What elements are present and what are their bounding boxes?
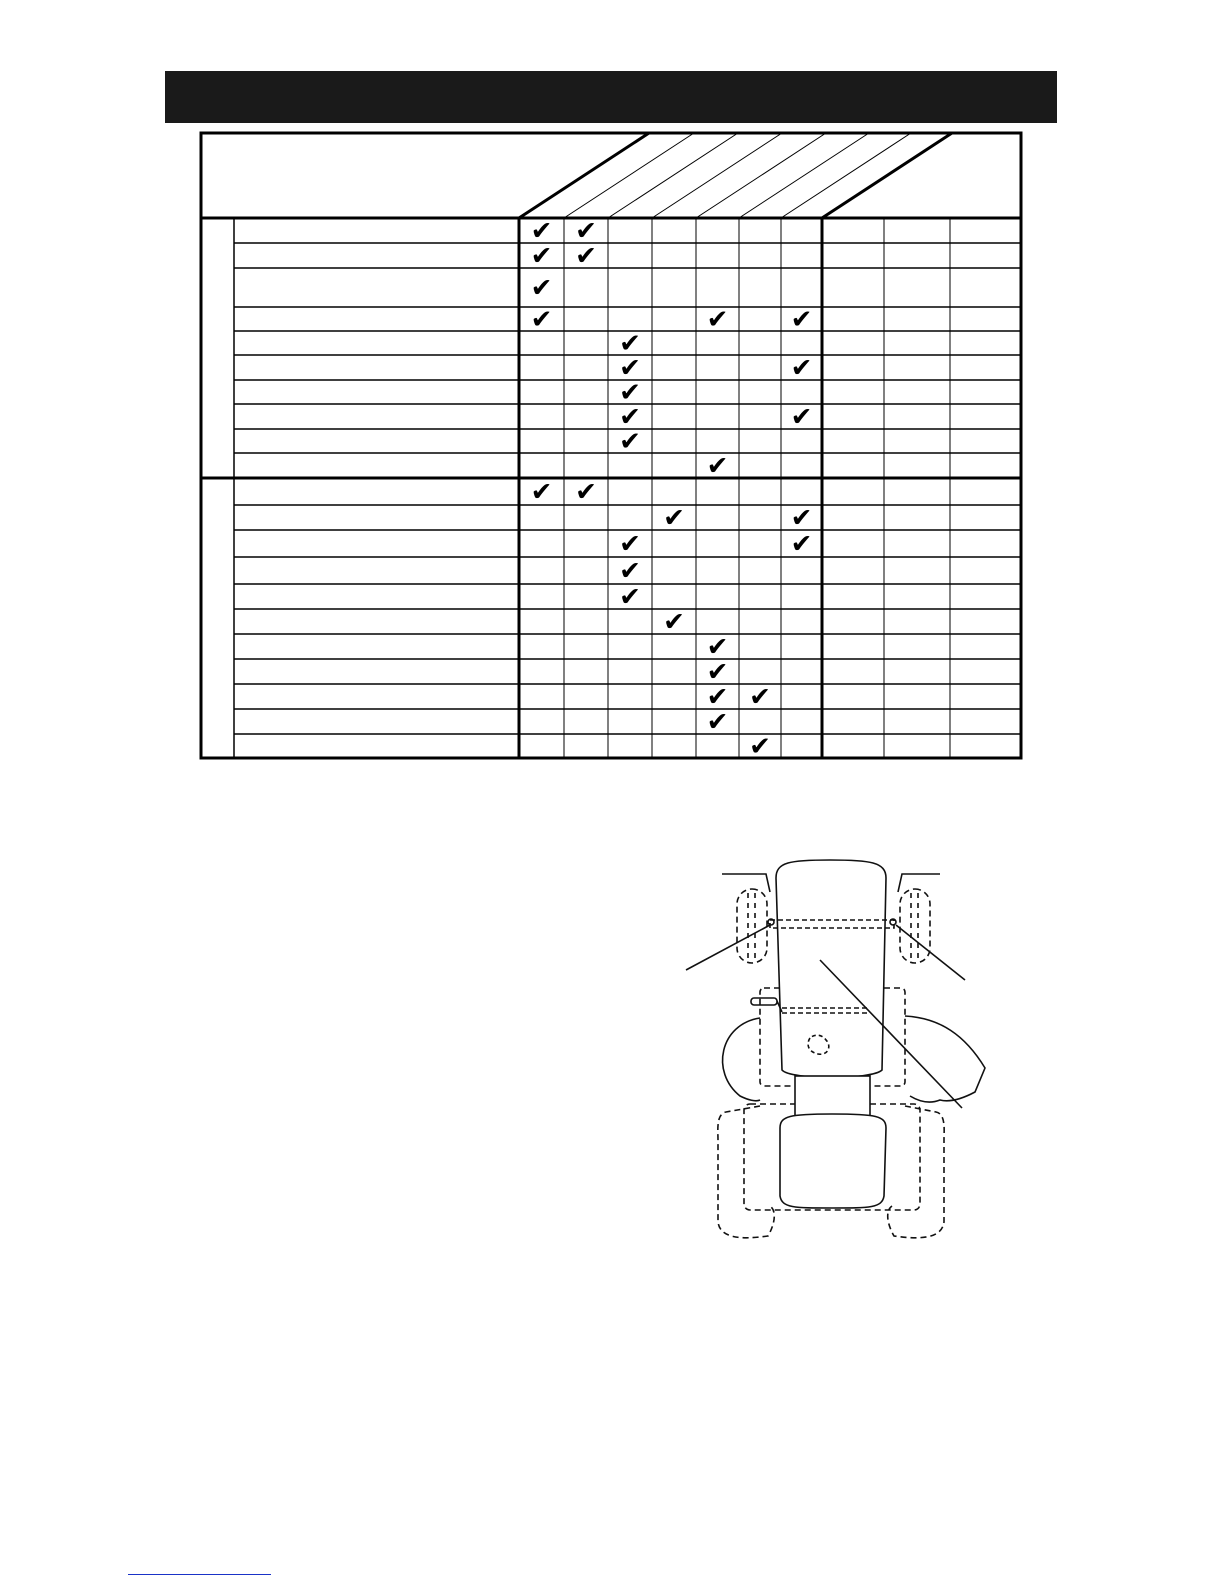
maintenance-schedule-table [0, 0, 1225, 780]
check-mark: ✔ [619, 329, 641, 359]
header-slant-line [739, 133, 869, 218]
check-mark: ✔ [706, 451, 729, 482]
header-slant-line [781, 133, 911, 218]
left-blade-housing [723, 1018, 760, 1101]
check-mark: ✔ [530, 477, 553, 508]
front-left-wheel [737, 889, 767, 963]
check-mark: ✔ [749, 732, 771, 762]
header-slant-line [652, 133, 782, 218]
check-mark: ✔ [575, 241, 597, 272]
check-mark: ✔ [619, 582, 641, 613]
check-mark: ✔ [663, 503, 685, 534]
callout-left [686, 925, 770, 970]
check-mark: ✔ [706, 707, 729, 738]
hood [776, 860, 886, 1078]
rear-right-wheel [888, 1106, 944, 1238]
console [795, 1076, 870, 1116]
footer-link-underline[interactable] [128, 1574, 271, 1575]
seat [780, 1114, 886, 1208]
check-mark: ✔ [790, 402, 813, 433]
check-mark: ✔ [619, 529, 641, 560]
check-mark: ✔ [530, 216, 553, 247]
tractor-top-view-icon [680, 855, 1000, 1255]
check-mark: ✔ [749, 682, 771, 713]
check-mark: ✔ [790, 529, 813, 560]
check-mark: ✔ [619, 427, 641, 457]
check-mark: ✔ [619, 353, 641, 384]
check-mark: ✔ [530, 241, 553, 272]
check-mark: ✔ [575, 216, 597, 247]
check-mark: ✔ [790, 353, 813, 384]
check-mark: ✔ [663, 607, 685, 638]
check-mark: ✔ [790, 503, 813, 534]
lift-lever [751, 998, 777, 1005]
check-mark: ✔ [575, 477, 597, 508]
header-slant-line [696, 133, 826, 218]
check-mark: ✔ [619, 402, 641, 433]
rear-left-wheel [718, 1106, 774, 1238]
check-mark: ✔ [619, 556, 641, 587]
front-right-wheel [900, 889, 930, 963]
check-mark: ✔ [790, 305, 813, 335]
check-mark: ✔ [706, 632, 729, 663]
check-mark: ✔ [530, 273, 553, 304]
check-mark: ✔ [706, 657, 729, 688]
check-mark: ✔ [706, 305, 729, 335]
table-frame [201, 133, 1021, 758]
check-mark: ✔ [530, 305, 553, 335]
check-mark: ✔ [706, 682, 729, 713]
check-mark: ✔ [619, 378, 641, 408]
header-slant-border [822, 133, 952, 218]
